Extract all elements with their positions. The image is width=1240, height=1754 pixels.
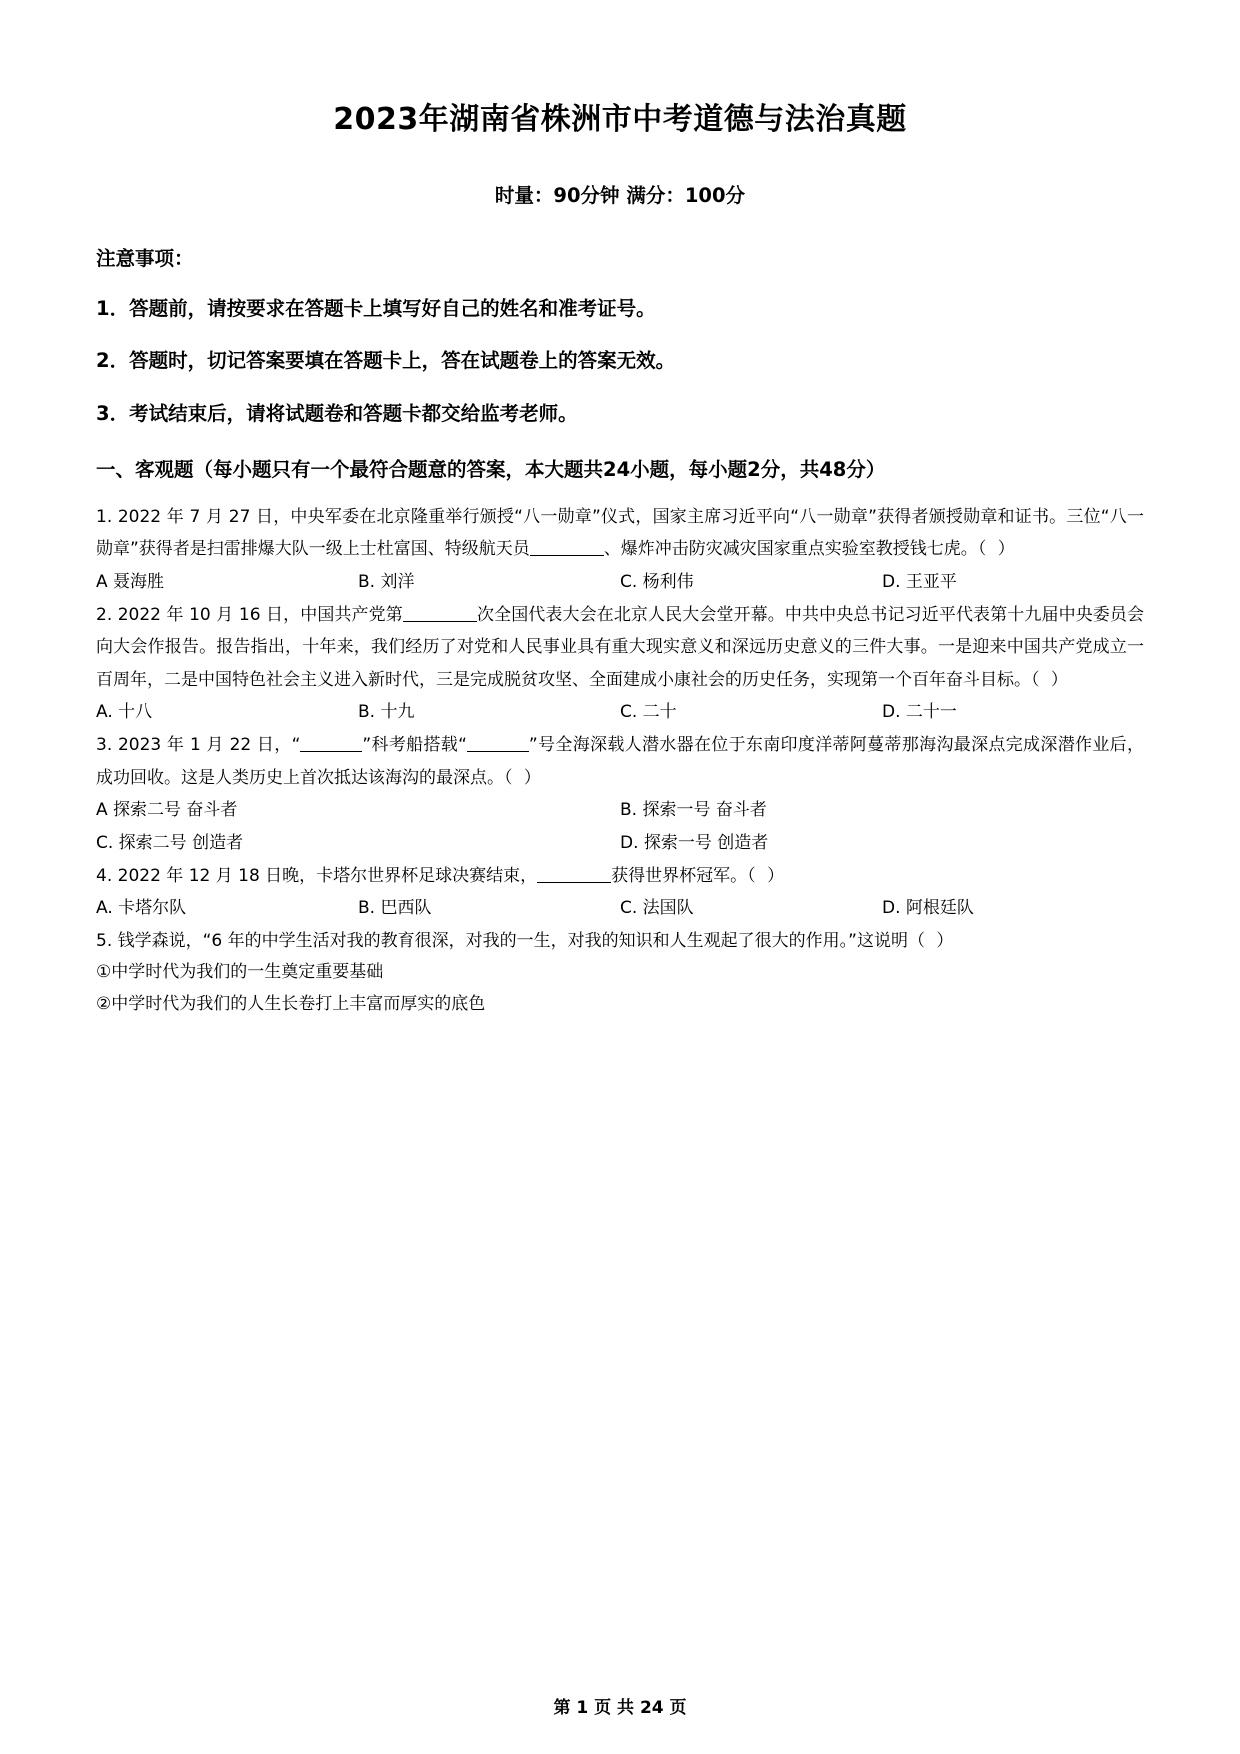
question-1-text-a: 1. 2022 年 7 月 27 日，中央军委在北京隆重举行颁授“八一勋章”仪式，国家主席习近平向“八一勋章”获得者颁授勋章和证书。三位“八一勋章”获得者是扫雷排爆大队一级上士杜富国、特级航天员 xyxy=(96,506,1144,560)
page-footer: 第 1 页 共 24 页 xyxy=(553,1698,687,1718)
question-3-option-b[interactable]: B. 探索一号 奋斗者 xyxy=(620,800,767,821)
question-2-text-a: 2. 2022 年 10 月 16 日，中国共产党第 xyxy=(96,604,403,625)
question-2-options xyxy=(96,696,1144,729)
question-list xyxy=(96,487,1144,1021)
question-3-stem xyxy=(96,729,1144,794)
question-5-answer-paren: （ ） xyxy=(907,930,957,951)
question-3-text-b: ”科考船搭载“ xyxy=(362,735,467,756)
question-2-option-d[interactable]: D. 二十一 xyxy=(882,702,957,723)
question-3-blank-2 xyxy=(467,751,529,752)
question-2-option-a[interactable]: A. 十八 xyxy=(96,702,153,723)
question-3-text-a: 3. 2023 年 1 月 22 日，“ xyxy=(96,735,301,756)
question-1-blank xyxy=(530,555,604,556)
question-3-option-c[interactable]: C. 探索二号 创造者 xyxy=(96,832,244,853)
question-1-option-d[interactable]: D. 王亚平 xyxy=(882,571,957,592)
question-5-text-a: 5. 钱学森说，“6 年的中学生活对我的教育很深，对我的一生，对我的知识和人生观起了很大的作用。”这说明 xyxy=(96,930,908,951)
question-3-options-row2 xyxy=(96,827,1144,860)
question-1-option-a[interactable]: A 聂海胜 xyxy=(96,571,165,592)
question-5-stem xyxy=(96,925,1144,958)
question-3-options-row1 xyxy=(96,794,1144,827)
question-1-answer-paren: （ ） xyxy=(977,539,1018,560)
exam-subtitle: 时量：90分钟 满分：100分 xyxy=(494,184,746,207)
question-2-option-c[interactable]: C. 二十 xyxy=(620,702,677,723)
notice-heading: 注意事项： xyxy=(96,247,194,271)
question-4-answer-paren: （ ） xyxy=(747,865,788,886)
question-3-answer-paren: （ ） xyxy=(504,767,544,788)
question-1-option-c[interactable]: C. 杨利伟 xyxy=(620,571,694,592)
section-heading-objective: 一、客观题（每小题只有一个最符合题意的答案，本大题共24小题，每小题2分，共48分） xyxy=(96,457,886,481)
question-1-text-b: 、爆炸冲击防灾减灾国家重点实验室教授钱七虎。 xyxy=(603,539,978,560)
notice-item-3: 3．考试结束后，请将试题卷和答题卡都交给监考老师。 xyxy=(96,401,578,425)
question-2-answer-paren: （ ） xyxy=(1031,669,1071,690)
question-2-text-b: 次全国代表大会在北京人民大会堂开幕。中共中央总书记习近平代表第十九届中央委员会向大会作报告。报告指出，十年来，我们经历了对党和人民事业具有重大现实意义和深远历史意义的三件大事。一是迎来中国共产党成立一百周年，二是中国特色社会主义进入新时代，三是完成脱贫攻坚、全面建成小康社会的历史任务，实现第一个百年奋斗目标。 xyxy=(96,604,1145,690)
question-4-option-b[interactable]: B. 巴西队 xyxy=(358,898,432,919)
question-1-option-b[interactable]: B. 刘洋 xyxy=(358,571,415,592)
question-5-subitem-2: ②中学时代为我们的人生长卷打上丰富而厚实的底色 xyxy=(96,994,486,1015)
question-4-blank xyxy=(537,882,611,883)
question-4-option-a[interactable]: A. 卡塔尔队 xyxy=(96,898,187,919)
question-2-option-b[interactable]: B. 十九 xyxy=(358,702,415,723)
question-4-stem xyxy=(96,860,1144,893)
question-2-blank xyxy=(403,621,477,622)
question-1-stem xyxy=(96,501,1144,566)
notice-item-1: 1．答题前，请按要求在答题卡上填写好自己的姓名和准考证号。 xyxy=(96,296,656,320)
notice-item-2: 2．答题时，切记答案要填在答题卡上，答在试题卷上的答案无效。 xyxy=(96,349,676,373)
question-5-subitem-1: ①中学时代为我们的一生奠定重要基础 xyxy=(96,962,384,983)
question-4-text-b: 获得世界杯冠军。 xyxy=(611,865,748,886)
question-3-text-c: ”号全海深载人潜水器在位于东南印度洋蒂阿蔓蒂那海沟最深点完成深潜作业后，成功回收。这是人类历史上首次抵达该海沟的最深点。 xyxy=(96,735,1144,788)
question-4-text-a: 4. 2022 年 12 月 18 日晚，卡塔尔世界杯足球决赛结束， xyxy=(96,865,538,886)
question-4-option-c[interactable]: C. 法国队 xyxy=(620,898,694,919)
question-2-stem xyxy=(96,599,1144,697)
question-3-option-a[interactable]: A 探索二号 奋斗者 xyxy=(96,800,238,821)
question-4-option-d[interactable]: D. 阿根廷队 xyxy=(882,898,974,919)
question-4-options xyxy=(96,892,1144,925)
page-title: 2023年湖南省株洲市中考道德与法治真题 xyxy=(333,102,907,137)
question-1-options xyxy=(96,566,1144,599)
question-3-option-d[interactable]: D. 探索一号 创造者 xyxy=(620,832,769,853)
notice-block xyxy=(96,207,1144,426)
question-3-blank-1 xyxy=(300,751,362,752)
